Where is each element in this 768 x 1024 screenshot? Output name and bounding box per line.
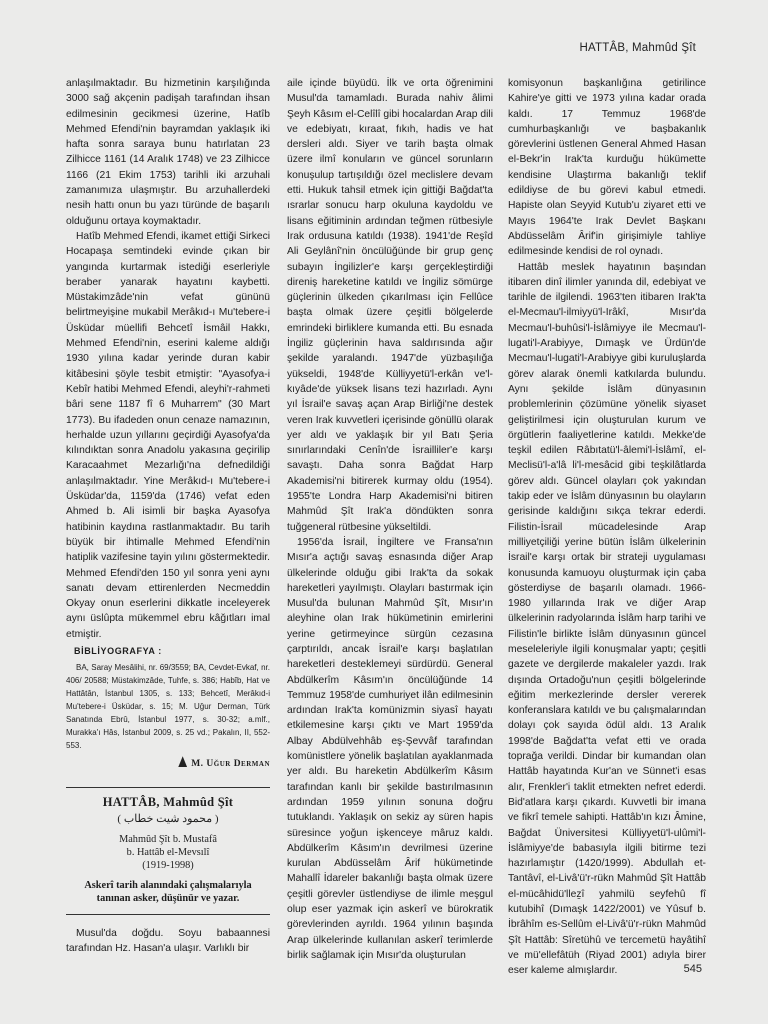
entry-name-line: b. Hattâb el-Mevsılî	[126, 847, 210, 859]
entry-full-name	[70, 833, 266, 872]
page-number: 545	[683, 963, 702, 975]
paragraph: komisyonun başkanlığına getirilince Kahire'ye gitti ve 1973 yılına kadar orada kaldı. 17 Temmuz 1968'de cumhurbaşkanlığı ve başbakanlık görevlerini üstlenen General Ahmed Hasan el-Bekr'in Irak'ta kurduğu hükümette kendisine Ulaştırma bakanlığı teklif edildiyse de bu görevi kabul etmedi. Hapiste olan Seyyid Kutub'u ziyaret etti ve Mayıs 1964'te Irak Devlet Başkanı Abdüsselâm Ârif'in girişimiyle tahliye edilmesinde kendisi de rol oynadı.	[508, 78, 706, 258]
column-right	[508, 76, 706, 979]
author-mark-icon	[178, 756, 187, 767]
column-left	[66, 76, 270, 957]
author-signature	[66, 756, 270, 772]
paragraph: Hatîb Mehmed Efendi, ikamet ettiği Sirkeci Hocapaşa semtindeki evinde çıkan bir yangında kurtarmak istediği eserleriyle beraber yanarak hayatını kaybetti. Müstakimzâde'nin vefat gününü belirtmeyişine mukabil Merâkıd-ı Mu'tebere-i Üsküdar müellifi Behcetî İsmâil Hakkı, Mehmed Efendi'nin, eserini kaleme aldığı 1930 yılına kadar yerinde duran kabir kitâbesini şöyle tesbit etmiştir: "Ayasofya-i Kebîr hatibi Mehmed Efendi, aleyhi'r-rahmeti bâri sene 1187 fî 6 Muharrem" (30 Mart 1773). Bu ifadeden onun cenaze namazının, herhalde uzun yıllarını geçirdiği Ayasofya'da kılındıktan sonra Anadolu yakasına geçirilip Karacaahmet Mezarlığı'na defnedildiği anlaşılmaktadır. Yine Merâkıd-ı Mu'tebere-i Üsküdar'da, 1159'da (1746) vefat eden Ahmed b. Ali isimli bir başka Ayasofya hatibinin kaydına rastlanmaktadır. Bu tarih büyük bir ihtimalle Mehmed Efendi'nin hatiplik vazifesine tayin yılını göstermektedir. Mehmed Efendi'den 150 yıl sonra yeni aynı sanatı devam ettirenlerden Necmeddin Okyay onun eserlerini dikkatle inceleyerek aynı üslûpta mükemmel ebru kâğıtları imal etmiştir.	[66, 230, 271, 640]
bibliography-heading: BİBLİYOGRAFYA :	[74, 645, 162, 656]
paragraph: Hattâb meslek hayatının başından itibaren dinî ilimler yanında dil, edebiyat ve tarihle de ilgilendi. 1963'ten itibaren Irak'ta el-Mecmau'l-ilmiyyü'l-Irâkî, Mısır'da Mecmau'l-buhûsi'l-İslâmiyye ile Mecmau'l-lugati'l-Arabiyye, Dımaşk ve Ürdün'de Mecmau'l-lugati'l-Arabiyye gibi kuruluşlarda görev alarak önemli katkılarda bulundu. Aynı şekilde İslâm dünyasının problemlerinin çözümüne yönelik siyaset geliştirilmesi için oluşturulan kurum ve örgütlerin faaliyetlerine katıldı. Mekke'de teşkil edilen Râbıtatü'l-âlemi'l-İslâmî, el-Meclisü'l-a'lâ li'l-mesâcid gibi teşkilâtlarda görev aldı. Güncel olayları çok yakından takip eder ve İslâm dünyasının bu olayların gerisinde kaldığını sıkça tekrar ederdi. Filistin-İsrail mücadelesinde Arap milliyetçiliği yerine bütün İslâm ülkelerinin İsrail'e karşı ortak bir strateji uygulaması konusunda kamuoyu oluşturmak için çaba gösterdiyse de başarılı olamadı. 1966-1980 yıllarında Irak ve diğer Arap ülkelerinin radyolarında İslâm harp tarihi ve Filistin'le birlikte İslâm dünyasının güncel meseleleriyle ilgili konuşmalar yaptı; çeşitli gazete ve dergilerde makaleler yazdı. Irak dışında Ortadoğu'nun çeşitli bölgelerinde eğitim merkezlerinde dersler vererek konferanslara katıldı ve bu çalışmalarından dolayı çok sayıda ödül aldı. 13 Aralık 1998'de Bağdat'ta vefat etti ve orada toprağa verildi. Dindar bir kumandan olan Hattâb hayatında Kur'an ve Sünnet'i esas alır, Frenkler'i taklit etmekten nefret ederdi. Bid'atlara karşı çıkardı. Kuvvetli bir imana ve fikrî temele sahipti. Hattâb'ın kızı Âmine, Bağdat Üniversitesi Külliyyetü'l-ulûmi'l-İslâmiyye'de babasıyla ilgili bitirme tezi hazırlamıştır (1420/1999). Abdullah et-Tantâvî, el-Livâ'ü'r-rükn Mahmûd Şît Hattâb el-mücâhidü'lleẕî yahmilü seyfehû fî kutubihî (Dımaşk 1422/2001) ve Yûsuf b. İbrâhîm es-Sellûm el-Livâ'ü'r-rükn Mahmûd Şît Hattâb: Sîretühû ve tercemetü hayâtihî ve mü'ellefâtüh (Riyad 2001) adıyla birer eser kaleme almışlardır.	[508, 261, 706, 977]
paragraph: aile içinde büyüdü. İlk ve orta öğrenimini Musul'da tamamladı. Burada nahiv âlimi Şeyh Kâsım el-Celîlî gibi hocalardan Arap dili ve edebiyatı, kıraat, fıkıh, hadis ve hat dersleri aldı. Siyer ve tarih başta olmak üzere ilmî konuların ve güncel sorunların konuşulup tartışıldığı özel meclislere devam etti. Hukuk tahsil etmek için gittiği Bağdat'ta ısrarlar sonucu harp okuluna kaydoldu ve lisans eğitiminin ardından teğmen rütbesiyle Irak ordusuna katıldı (1938). 1941'de Reşîd Ali Geylânî'nin öncülüğünde bir grup genç subayın İngilizler'e karşı gerçekleştirdiği direniş hareketine katıldı ve İngiliz sömürge güçlerinin ülkeden çıkarılması için Fellûce başta olmak üzere çeşitli bölgelerde emrindeki birliklere kumanda etti. Bu esnada İngiliz güçlerinin hava saldırısında ağır şekilde yaralandı. 1947'de yüzbaşılığa yükseldi, 1948'de Külliyyetü'l-erkân ve'l-kıyâde'de yüksek lisans tezi hazırladı. Aynı yıl İsrail'e savaş açan Arap Birliği'ne destek veren Irak kuvvetleri içerisinde gönüllü olarak yer aldı ve yaklaşık bir yıl Batı Şeria sınırlarındaki Cenîn'de İsrailliler'e karşı savaştı. Daha sonra Bağdat Harp Akademisi'ni bitirerek kurmay oldu (1954). 1955'te Londra Harp Akademisi'ni bitiren Mahmûd Şît Irak'a döndükten sonra tuğgeneral rütbesine yükseltildi.	[287, 78, 493, 533]
bibliography-text: BA, Saray Mesâlihi, nr. 69/3559; BA, Cevdet-Evkaf, nr. 406/ 20588; Müstakimzâde, Tuhfe, s. 386; Habîb, Hat ve Hattâtân, İstanbul 1305, s. 133; Behcetî, Merâkıd-i Mu'tebere-i Üsküdar, s. 15; M. Uğur Derman, Türk Sanatında Ebrû, İstanbul 1977, s. 30-32; a.mlf., Murakka'ı Hâs, İstanbul 2009, s. 25 vd.; Pakalın, II, 552-553.	[66, 663, 270, 751]
entry-years: (1919-1998)	[142, 860, 194, 872]
entry-arabic-title: ( محمود شيت خطاب )	[117, 812, 219, 825]
author-name: M. Uğur Derman	[191, 759, 270, 770]
entry-description: Askerî tarih alanındaki çalışmalarıyla tanınan asker, düşünür ve yazar.	[84, 880, 252, 904]
running-header: HATTÂB, Mahmûd Şît	[579, 42, 696, 54]
paragraph: Musul'da doğdu. Soyu babaannesi tarafından Hz. Hasan'a ulaşır. Varlıklı bir	[66, 928, 270, 955]
entry-name-line: Mahmûd Şît b. Mustafâ	[119, 834, 217, 846]
paragraph: 1956'da İsrail, İngiltere ve Fransa'nın Mısır'a açtığı savaş esnasında diğer Arap ülkelerinde olduğu gibi Irak'ta da sokak hareketleri yayılmıştı. Olayları bastırmak için Musul'da bulunan Mahmûd Şît, Mısır'ın aleyhine olan Irak hükümetinin emirlerini yerine getirmeyince sürgün cezasına çarptırıldı, ancak İsrail'e karşı başlatılan hareketleri desteklemeyi sürdürdü. General Abdülkerîm Kâsım'ın öncülüğünde 14 Temmuz 1958'de cumhuriyet ilân edilmesinin ardından Irak'ta komünizmin siyasî hayatı etkilemesine karşı çıktı ve Mart 1959'da Albay Abdülvehhâb eş-Şevvâf tarafından komünistlere yönelik başlatılan ayaklanmada yer aldı. Bu hareketin Abdülkerîm Kâsım tarafından kanlı bir şekilde bastırılmasının ardından 1959 yılının sonuna doğru tutuklandı. Yaklaşık on sekiz ay süren hapis süresince yoğun işkenceye mâruz kaldı. Abdülkerîm Kâsım'ın devrilmesi üzerine kurulan Abdüsselâm Ârif hükümetinde Mahallî İdareler bakanlığı başta olmak üzere çeşitli görevler üstlendiyse de ilimle meşgul olup eser yazmak için askerî ve bürokratik görevlerinden ayrıldı. 1964 yılının başında Arap ülkelerinde kullanılan askerî terimlerde birlik sağlamak için Mısır'da oluşturulan	[287, 536, 493, 961]
column-middle	[287, 76, 493, 963]
entry-header-box	[66, 787, 270, 916]
paragraph: anlaşılmaktadır. Bu hizmetinin karşılığında 3000 sağ akçenin padişah tarafından ihsan edilmesinin gecikmesi üzerine, Hatîb Mehmed Efendi'nin bayramdan yaklaşık iki hafta sonra saraya bunu hatırlatan 23 Zilhicce 1161 (14 Aralık 1748) ve 23 Zilhicce 1166 (21 Ekim 1753) tarihli iki arzuhali zamanımıza ulaşmıştır. Bu arzuhallerdeki nesih hattı onun bu yazı türünde de başarılı olduğunu ortaya koymaktadır.	[66, 78, 270, 227]
entry-title: HATTÂB, Mahmûd Şît	[102, 794, 234, 809]
